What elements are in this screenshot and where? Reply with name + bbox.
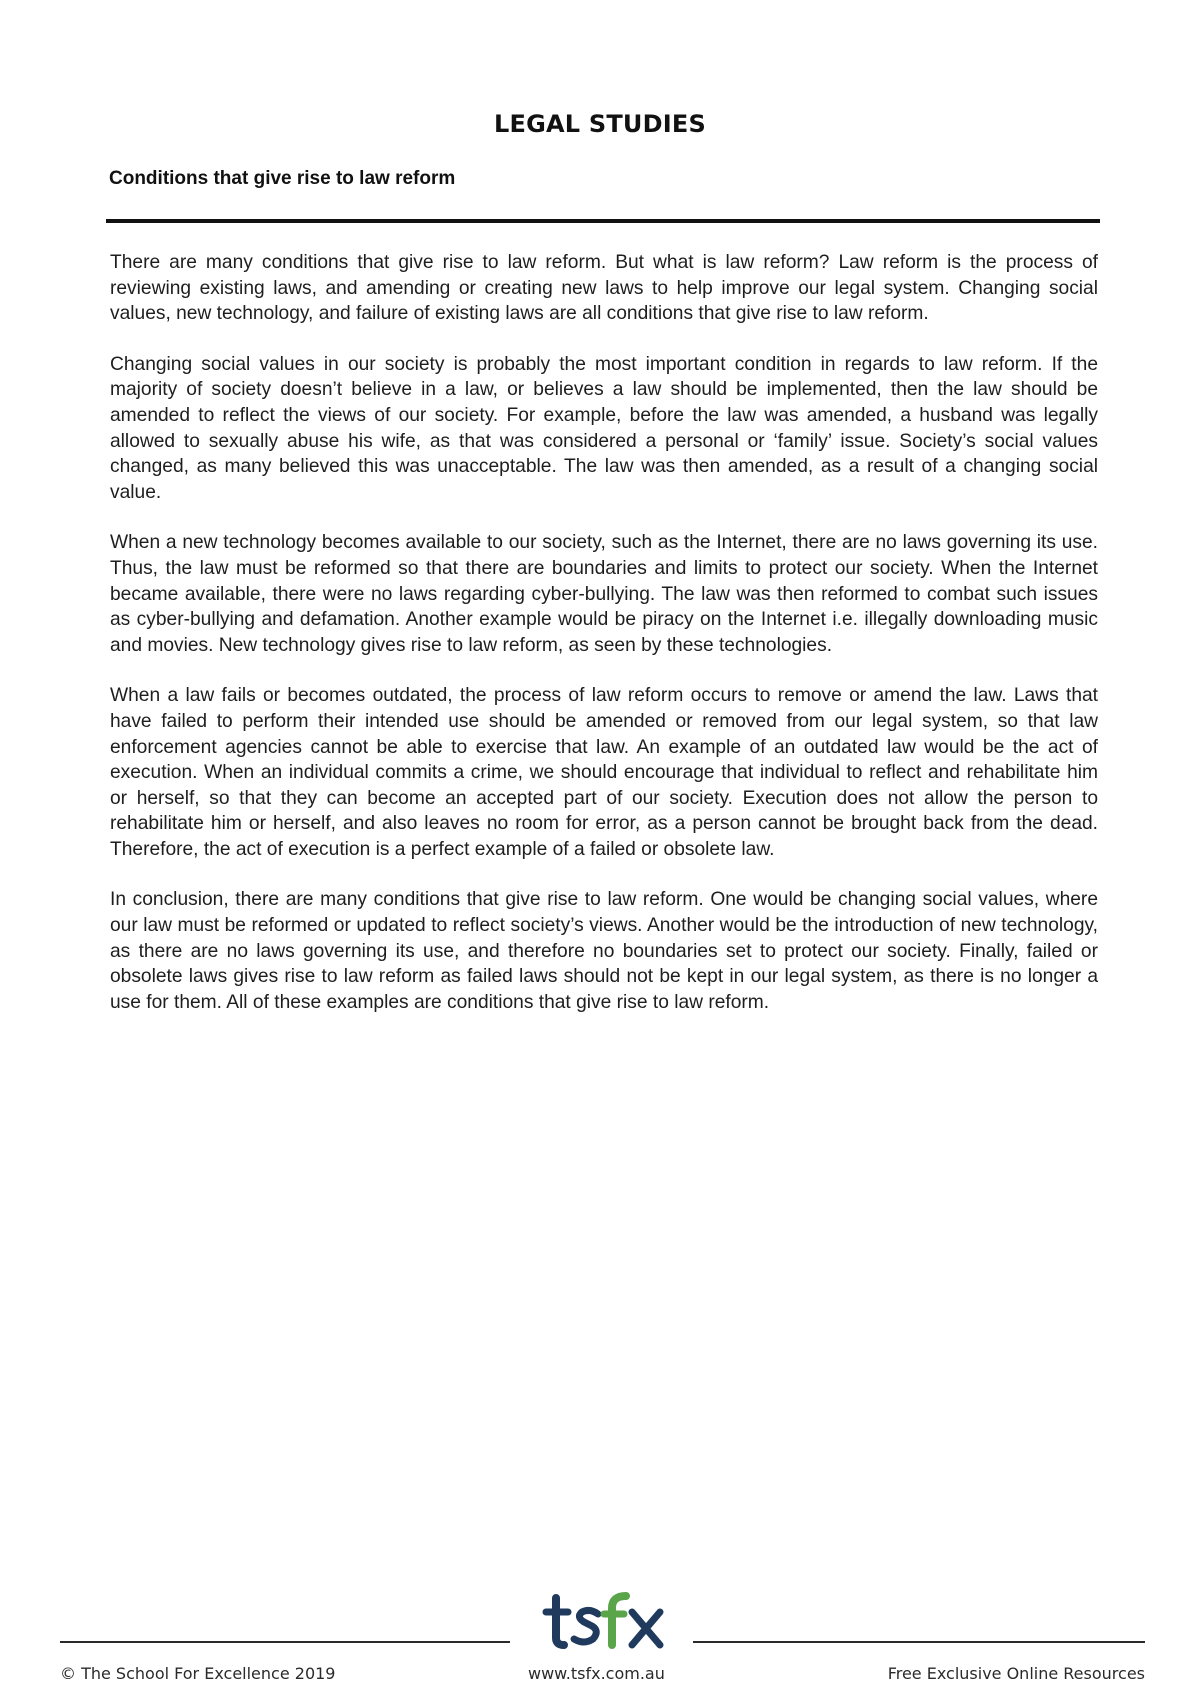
paragraph-failed-laws: When a law fails or becomes outdated, the process of law reform occurs to remove or amend the law. Laws that have failed to perform their intended use should be amended or removed from our legal system, so that law enforcement agencies cannot be able to exercise that law. An example of an outdated law would be the act of execution. When an individual commits a crime, we should encourage that individual to reflect and rehabilitate him or herself, so that they can become an accepted part of our society. Execution does not allow the person to rehabilitate him or herself, and also leaves no room for error, as a person cannot be brought back from the dead. Therefore, the act of execution is a perfect example of a failed or obsolete law. [110, 685, 1098, 860]
footer-tagline: Free Exclusive Online Resources [887, 1664, 1145, 1683]
paragraph-social-values: Changing social values in our society is probably the most important condition in regards to law reform. If the majority of society doesn’t believe in a law, or believes a law should be implemented, then the law should be amended to reflect the views of our society. For example, before the law was amended, a husband was legally allowed to sexually abuse his wife, as that was considered a personal or ‘family’ issue. Society’s social values changed, as many believed this was unacceptable. The law was then amended, as a result of a changing social value. [110, 353, 1098, 503]
footer-divider-right [693, 1641, 1145, 1643]
section-subtitle: Conditions that give rise to law reform [109, 168, 456, 189]
essay-body [110, 250, 1098, 1040]
footer-website[interactable]: www.tsfx.com.au [528, 1664, 665, 1683]
footer-divider-left [60, 1641, 510, 1643]
paragraph-new-technology: When a new technology becomes available to our society, such as the Internet, there are no laws governing its use. Thus, the law must be reformed so that there are boundaries and limits to protect our society. When the Internet became available, there were no laws regarding cyber-bullying. The law was then reformed to combat such issues as cyber-bullying and defamation. Another example would be piracy on the Internet i.e. illegally downloading music and movies. New technology gives rise to law reform, as seen by these technologies. [110, 532, 1098, 656]
page-title: LEGAL STUDIES [494, 110, 706, 138]
paragraph-conclusion: In conclusion, there are many conditions that give rise to law reform. One would be changing social values, where our law must be reformed or updated to reflect society’s views. Another would be the introduction of new technology, as there are no laws governing its use, and therefore no boundaries set to protect our society. Finally, failed or obsolete laws gives rise to law reform as failed laws should not be kept in our legal system, as there is no longer a use for them. All of these examples are conditions that give rise to law reform. [110, 889, 1098, 1013]
tsfx-logo [540, 1590, 670, 1650]
title-divider [106, 219, 1100, 223]
paragraph-intro: There are many conditions that give rise to law reform. But what is law reform? Law reform is the process of reviewing existing laws, and amending or creating new laws to help improve our legal system. Changing social values, new technology, and failure of existing laws are all conditions that give rise to law reform. [110, 252, 1098, 325]
footer-copyright: © The School For Excellence 2019 [60, 1664, 336, 1683]
